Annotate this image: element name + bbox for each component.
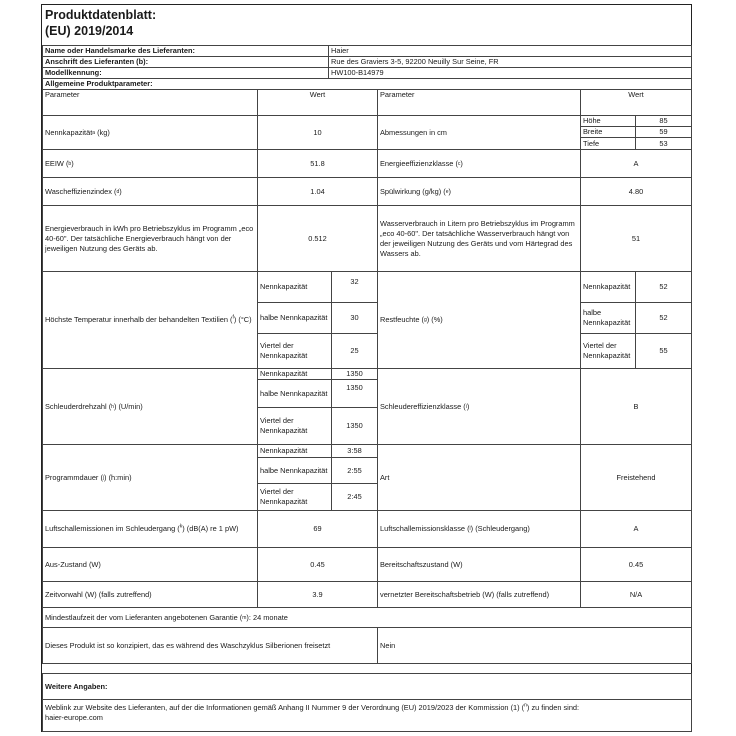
moisture-sub-label: halbe Nennkapazität <box>580 302 636 334</box>
further-info-label: Weitere Angaben: <box>42 673 692 700</box>
height-label: Höhe <box>580 115 636 127</box>
depth-label: Tiefe <box>580 137 636 150</box>
off-mode-label: Aus-Zustand (W) <box>42 547 258 582</box>
off-mode-value: 0.45 <box>257 547 378 582</box>
washing-efficiency-value: 1.04 <box>257 177 378 206</box>
duration-sub-label: halbe Nennkapazität <box>257 457 332 484</box>
spin-sub-label: Viertel der Nennkapazität <box>257 407 332 445</box>
water-consumption-value: 51 <box>580 205 692 272</box>
supplier-website-link[interactable]: haier-europe.com <box>45 713 103 722</box>
col-header-wert-2: Wert <box>580 89 692 116</box>
supplier-name-label: Name oder Handelsmarke des Lieferanten: <box>42 45 329 57</box>
duration-sub-value: 2:45 <box>331 483 378 511</box>
energy-consumption-value: 0.512 <box>257 205 378 272</box>
product-data-sheet <box>41 4 692 732</box>
depth-value: 53 <box>635 137 692 150</box>
model-value: HW100-B14979 <box>328 67 692 79</box>
rinsing-label: Spülwirkung (g/kg) ( e ) <box>377 177 581 206</box>
moisture-sub-label: Nennkapazität <box>580 271 636 303</box>
temp-sub-value: 32 <box>331 271 378 303</box>
water-consumption-label: Wasserverbrauch in Litern pro Betriebszyklus im Programm „eco 40-60". Der tatsächliche Wasserverbrauch hängt von der jeweiligen Nutzung des Geräts und vom Härtegrad des Wassers ab. <box>377 205 581 272</box>
networked-standby-value: N/A <box>580 581 692 608</box>
temp-sub-value: 30 <box>331 302 378 334</box>
supplier-address-label: Anschrift des Lieferanten (b): <box>42 56 329 68</box>
model-label: Modellkennung: <box>42 67 329 79</box>
spin-sub-value: 1350 <box>331 368 378 380</box>
moisture-sub-value: 55 <box>635 333 692 369</box>
sheet-title: Produktdatenblatt: (EU) 2019/2014 <box>45 8 157 38</box>
eeiw-value: 51.8 <box>257 149 378 178</box>
supplier-website-row: Weblink zur Website des Lieferanten, auf der die Informationen gemäß Anhang II Nummer 9 der Verordnung (EU) 2019/2023 der Kommission (1) ($^n$) zu finden sind: haier-europe.com <box>42 699 692 732</box>
type-value: Freistehend <box>580 444 692 511</box>
col-header-parameter: Parameter <box>42 89 258 116</box>
airborne-noise-value: 69 <box>257 510 378 548</box>
moisture-sub-label: Viertel der Nennkapazität <box>580 333 636 369</box>
energy-class-label: Energieeffizienzklasse ( c ) <box>377 149 581 178</box>
spin-sub-value: 1350 <box>331 379 378 408</box>
supplier-address-value: Rue des Graviers 3-5, 92200 Neuilly Sur Seine, FR <box>328 56 692 68</box>
eeiw-label: EEIW ( b ) <box>42 149 258 178</box>
supplier-name-value: Haier <box>328 45 692 57</box>
programme-duration-label: Programmdauer ( j ) (h:min) <box>42 444 258 511</box>
height-value: 85 <box>635 115 692 127</box>
silver-ions-label: Dieses Produkt ist so konzipiert, das es während des Waschzyklus Silberionen freisetzt <box>42 627 378 664</box>
max-temperature-label: Höchste Temperatur innerhalb der behandelten Textilien ($^f$) (°C) <box>42 271 258 369</box>
col-header-parameter-2: Parameter <box>377 89 581 116</box>
standby-value: 0.45 <box>580 547 692 582</box>
duration-sub-value: 3:58 <box>331 444 378 458</box>
rated-capacity-value: 10 <box>257 115 378 150</box>
delay-start-value: 3.9 <box>257 581 378 608</box>
moisture-sub-value: 52 <box>635 271 692 303</box>
rated-capacity-label: Nennkapazität a (kg) <box>42 115 258 150</box>
guarantee-row: Mindestlaufzeit der vom Lieferanten angebotenen Garantie ( m ) : 24 monate <box>42 607 692 628</box>
residual-moisture-label: Restfeuchte ( g ) (%) <box>377 271 581 369</box>
energy-class-value: A <box>580 149 692 178</box>
general-params-label: Allgemeine Produktparameter: <box>42 78 692 90</box>
type-label: Art <box>377 444 581 511</box>
col-header-wert: Wert <box>257 89 378 116</box>
spin-efficiency-class-value: B <box>580 368 692 445</box>
moisture-sub-value: 52 <box>635 302 692 334</box>
spin-sub-label: Nennkapazität <box>257 368 332 380</box>
spin-efficiency-class-label: Schleudereffizienzklasse ( i ) <box>377 368 581 445</box>
rinsing-value: 4.80 <box>580 177 692 206</box>
width-label: Breite <box>580 126 636 138</box>
temp-sub-label: Nennkapazität <box>257 271 332 303</box>
standby-label: Bereitschaftszustand (W) <box>377 547 581 582</box>
networked-standby-label: vernetzter Bereitschaftsbetrieb (W) (falls zutreffend) <box>377 581 581 608</box>
washing-efficiency-label: Wascheffizienzindex ( d ) <box>42 177 258 206</box>
noise-class-value: A <box>580 510 692 548</box>
temp-sub-label: Viertel der Nennkapazität <box>257 333 332 369</box>
silver-ions-value: Nein <box>377 627 692 664</box>
duration-sub-label: Nennkapazität <box>257 444 332 458</box>
dimensions-label: Abmessungen in cm <box>377 115 581 150</box>
spin-speed-label: Schleuderdrehzahl ( h ) (U/min) <box>42 368 258 445</box>
duration-sub-value: 2:55 <box>331 457 378 484</box>
duration-sub-label: Viertel der Nennkapazität <box>257 483 332 511</box>
airborne-noise-label: Luftschallemissionen im Schleudergang ($^k$) (dB(A) re 1 pW) <box>42 510 258 548</box>
spin-sub-label: halbe Nennkapazität <box>257 379 332 408</box>
energy-consumption-label: Energieverbrauch in kWh pro Betriebszyklus im Programm „eco 40-60". Der tatsächliche Energieverbrauch hängt von der jeweiligen Nutzung des Geräts ab. <box>42 205 258 272</box>
noise-class-label: Luftschallemissionsklasse ( l ) (Schleudergang) <box>377 510 581 548</box>
width-value: 59 <box>635 126 692 138</box>
temp-sub-value: 25 <box>331 333 378 369</box>
temp-sub-label: halbe Nennkapazität <box>257 302 332 334</box>
delay-start-label: Zeitvorwahl (W) (falls zutreffend) <box>42 581 258 608</box>
spin-sub-value: 1350 <box>331 407 378 445</box>
